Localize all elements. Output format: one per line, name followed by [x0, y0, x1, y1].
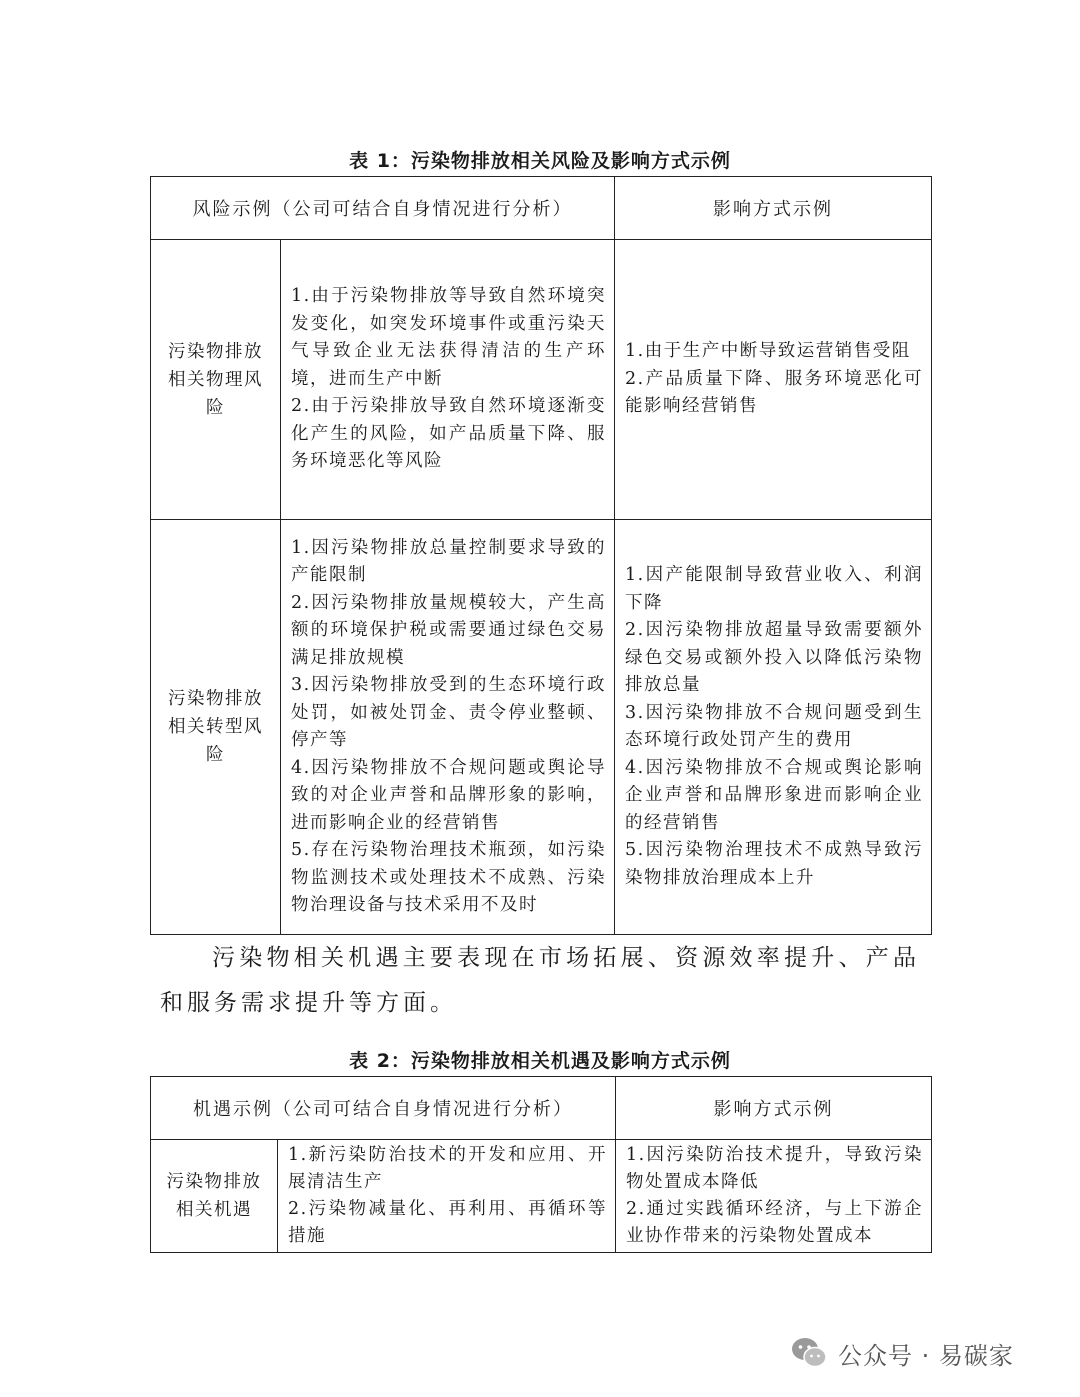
- impact-list: [616, 1140, 932, 1253]
- list-item: 2.因污染物排放超量导致需要额外绿色交易或额外投入以降低污染物排放总量: [625, 620, 923, 695]
- body-paragraph: 污染物相关机遇主要表现在市场拓展、资源效率提升、产品和服务需求提升等方面。: [160, 945, 920, 1016]
- watermark: [790, 1333, 1014, 1373]
- risk-column-header: 风险示例（公司可结合自身情况进行分析）: [151, 177, 615, 240]
- risk-list: [281, 520, 615, 935]
- table1-caption: 表 1：污染物排放相关风险及影响方式示例: [349, 150, 731, 172]
- row-category: 污染物排放相关物理风险: [151, 240, 281, 520]
- list-item: 4.因污染物排放不合规问题或舆论导致的对企业声誉和品牌形象的影响，进而影响企业的经营销售: [291, 757, 606, 833]
- watermark-text: 公众号 · 易碳家: [838, 1341, 1014, 1370]
- risk-table: [150, 176, 932, 935]
- impact-list: [615, 520, 932, 935]
- list-item: 5.存在污染物治理技术瓶颈，如污染物监测技术或处理技术不成熟、污染物治理设备与技术采用不及时: [291, 840, 606, 915]
- table-row: [151, 1140, 932, 1253]
- list-item: 1.因产能限制导致营业收入、利润下降: [625, 565, 923, 613]
- list-item: 1.新污染防治技术的开发和应用、开展清洁生产: [288, 1145, 607, 1192]
- list-item: 1.由于生产中断导致运营销售受阻: [625, 341, 911, 362]
- list-item: 3.因污染物排放不合规问题受到生态环境行政处罚产生的费用: [625, 702, 923, 750]
- list-item: 2.产品质量下降、服务环境恶化可能影响经营销售: [625, 368, 923, 417]
- list-item: 5.因污染物治理技术不成熟导致污染物排放治理成本上升: [625, 840, 923, 888]
- opportunity-list: [278, 1140, 616, 1253]
- table2-caption: 表 2：污染物排放相关机遇及影响方式示例: [349, 1050, 731, 1072]
- list-item: 3.因污染物排放受到的生态环境行政处罚，如被处罚金、责令停业整顿、停产等: [291, 675, 606, 750]
- list-item: 1.因污染物排放总量控制要求导致的产能限制: [291, 537, 606, 585]
- table-row: [151, 240, 932, 520]
- row-category: 污染物排放相关转型风险: [151, 520, 281, 935]
- opportunity-column-header: 机遇示例（公司可结合自身情况进行分析）: [151, 1077, 616, 1140]
- impact-column-header: 影响方式示例: [615, 177, 932, 240]
- risk-list: [281, 240, 615, 520]
- opportunity-table: [150, 1076, 932, 1253]
- wechat-icon: [790, 1336, 828, 1370]
- list-item: 1.由于污染物排放等导致自然环境突发变化，如突发环境事件或重污染天气导致企业无法获得清洁的生产环境，进而生产中断: [291, 286, 606, 389]
- list-item: 2.由于污染排放导致自然环境逐渐变化产生的风险，如产品质量下降、服务环境恶化等风险: [291, 396, 606, 472]
- list-item: 4.因污染物排放不合规或舆论影响企业声誉和品牌形象进而影响企业的经营销售: [625, 757, 923, 833]
- list-item: 2.通过实践循环经济，与上下游企业协作带来的污染物处置成本: [626, 1199, 923, 1246]
- table-row: [151, 520, 932, 935]
- impact-column-header: 影响方式示例: [616, 1077, 932, 1140]
- row-category: 污染物排放相关机遇: [151, 1140, 278, 1253]
- list-item: 2.因污染物排放量规模较大，产生高额的环境保护税或需要通过绿色交易满足排放规模: [291, 592, 606, 668]
- list-item: 1.因污染防治技术提升，导致污染物处置成本降低: [626, 1145, 923, 1192]
- list-item: 2.污染物减量化、再利用、再循环等措施: [288, 1199, 607, 1246]
- impact-list: [615, 240, 932, 520]
